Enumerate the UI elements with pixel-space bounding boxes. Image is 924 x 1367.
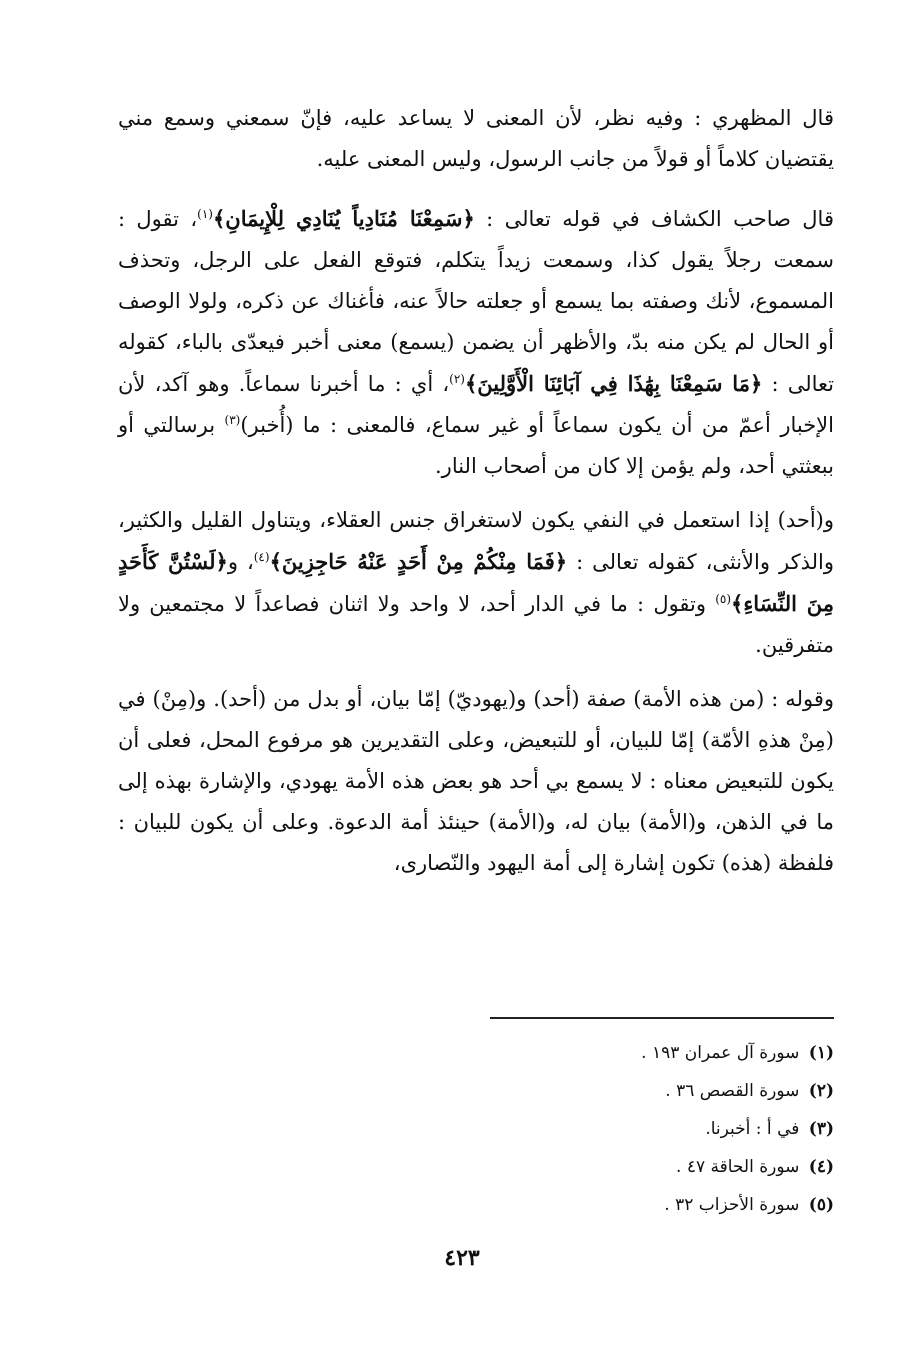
text-run: قال المظهري : وفيه نظر، لأن المعنى لا يساعد عليه، فإنّ سمعني وسمع مني يقتضيان كلاماً أو قولاً من جانب الرسول، وليس المعنى عليه. (118, 106, 834, 171)
footnote-marker: (٥) (715, 592, 732, 606)
text-run: ، و (227, 550, 254, 574)
text-run: قال صاحب الكشاف في قوله تعالى : (474, 207, 834, 231)
quran-verse: ﴿لَسْتُنَّ كَأَحَدٍ مِنَ النِّسَاءِ﴾ (118, 549, 834, 616)
footnote-item (430, 1186, 834, 1224)
paragraph (118, 679, 834, 884)
quran-verse: ﴿مَا سَمِعْنَا بِهَٰذَا فِي آبَائِنَا الْأَوَّلِينَ﴾ (464, 371, 763, 396)
quran-verse: ﴿فَمَا مِنْكُمْ مِنْ أَحَدٍ عَنْهُ حَاجِزِينَ﴾ (269, 549, 568, 574)
page-number: ٤٢٣ (444, 1245, 480, 1271)
footnote-item (430, 1034, 834, 1072)
footnote-text: سورة الأحزاب ٣٢ . (664, 1195, 800, 1215)
paragraph (118, 198, 834, 487)
text-run: وتقول : ما في الدار أحد، لا واحد ولا اثنان فصاعداً لا مجتمعين ولا متفرقين. (118, 592, 834, 657)
text-run: برسالتي أو ببعثتي أحد، ولم يؤمن إلا كان من أصحاب النار. (118, 413, 834, 478)
footnote-number: (٢) (808, 1081, 834, 1101)
footnote-number: (٥) (808, 1195, 834, 1215)
footnote-text: سورة الحاقة ٤٧ . (676, 1157, 800, 1177)
footnote-marker: (١) (197, 207, 213, 221)
footnote-number: (٤) (808, 1157, 834, 1177)
footnote-number: (٣) (808, 1119, 834, 1139)
text-run: ، أي : ما أخبرنا سماعاً. وهو آكد، لأن الإخبار أعمّ من أن يكون سماعاً أو غير سماع، فالمعنى : ما (أُخبر) (118, 372, 834, 437)
footnote-item (430, 1110, 834, 1148)
footnotes (430, 1034, 834, 1224)
footnote-divider (490, 1017, 834, 1019)
footnote-marker: (٢) (449, 372, 465, 386)
footnote-item (430, 1072, 834, 1110)
text-run: ، تقول : سمعت رجلاً يقول كذا، وسمعت زيداً يتكلم، فتوقع الفعل على الرجل، وتحذف المسموع، لأنك وصفته بما يسمع أو جعلته حالاً عنه، فأغناك عن ذكره، ولولا الوصف أو الحال لم يكن منه بدّ، والأظهر أن يضمن (يسمع) معنى أخبر فيعدّى بالباء، كقوله تعالى : (118, 207, 835, 396)
paragraph (118, 500, 834, 666)
footnote-text: سورة القصص ٣٦ . (665, 1081, 800, 1101)
footnote-number: (١) (808, 1043, 834, 1063)
footnote-item (430, 1148, 834, 1186)
footnote-text: سورة آل عمران ١٩٣ . (641, 1043, 800, 1063)
text-run: و(أحد) إذا استعمل في النفي يكون لاستغراق جنس العقلاء، ويتناول القليل والكثير، والذكر والأنثى، كقوله تعالى : (118, 508, 834, 574)
main-text (118, 98, 834, 897)
footnote-marker: (٤) (253, 550, 270, 564)
quran-verse: ﴿سَمِعْنَا مُنَادِياً يُنَادِي لِلْإِيمَانِ﴾ (212, 206, 475, 231)
paragraph (118, 98, 834, 180)
text-run: وقوله : (من هذه الأمة) صفة (أحد) و(يهوديّ) إمّا بيان، أو بدل من (أحد). و(مِنْ) في (مِنْ هذهِ الأمّة) إمّا للبيان، أو للتبعيض، وعلى التقديرين هو مرفوع المحل، فعلى أن يكون للتبعيض معناه : لا يسمع بي أحد هو بعض هذه الأمة يهودي، والإشارة بهذه إلى ما في الذهن، و(الأمة) بيان له، و(الأمة) حينئذ أمة الدعوة. وعلى أن يكون للبيان : فلفظة (هذه) تكون إشارة إلى أمة اليهود والنّصارى، (118, 687, 835, 875)
footnote-marker: (٣) (224, 413, 241, 427)
footnote-text: في أ : أخبرنا. (705, 1119, 800, 1139)
